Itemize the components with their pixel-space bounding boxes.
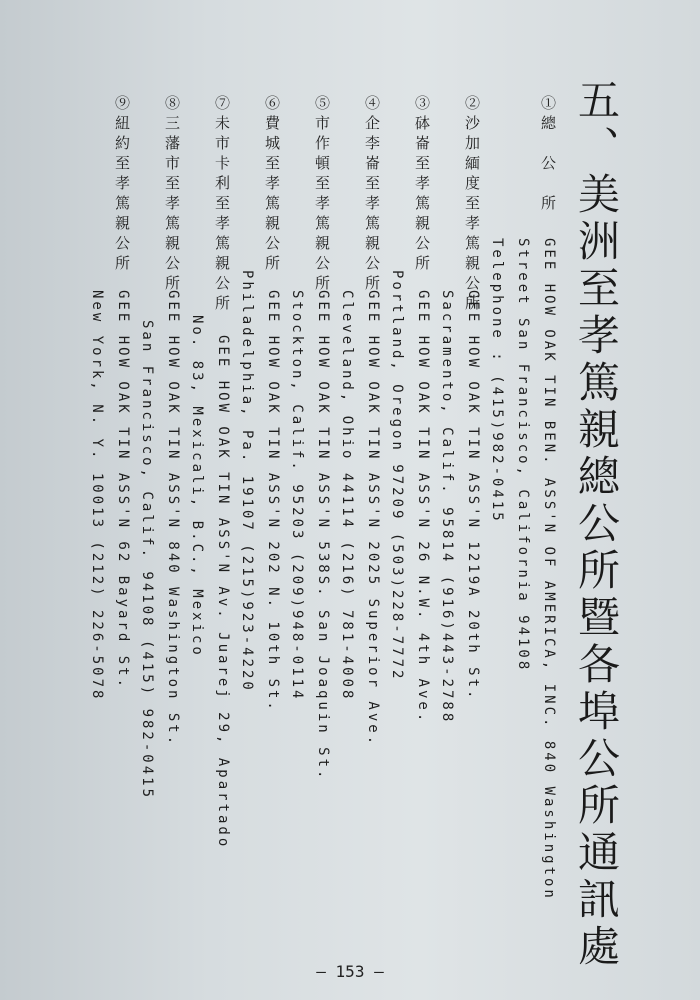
page-title: 五、美洲至孝篤親總公所暨各埠公所通訊處 [572, 78, 621, 971]
entry-label-1: ①總 公 所 [539, 95, 557, 215]
entry-label-8: ⑧三藩市至孝篤親公所 [163, 95, 181, 295]
entry-address-line-8-1: GEE HOW OAK TIN ASS'N 840 Washington St. [165, 290, 181, 748]
entry-label-7: ⑦未市卡利至孝篤親公所 [213, 95, 231, 315]
entry-address-line-7-2: No. 83, Mexicali, B.C., Mexico [189, 315, 205, 658]
entry-label-4: ④企李崙至孝篤親公所 [363, 95, 381, 295]
entry-address-line-6-2: Philadelphia, Pa. 19107 (215)923-4220 [239, 270, 255, 693]
entry-address-line-8-2: San Francisco, Calif. 94108 (415) 982-0415 [139, 320, 155, 801]
entry-label-9: ⑨紐約至孝篤親公所 [113, 95, 131, 275]
entry-address-line-7-1: GEE HOW OAK TIN ASS'N Av. Juarej 29, Apartado [215, 335, 231, 850]
entry-address-line-1-1: GEE HOW OAK TIN BEN. ASS'N OF AMERICA, INC. 840 Washington [541, 238, 557, 901]
entry-address-line-5-1: GEE HOW OAK TIN ASS'N 538S. San Joaquin St. [315, 290, 331, 782]
entry-address-line-4-1: GEE HOW OAK TIN ASS'N 2025 Superior Ave. [365, 290, 381, 748]
entry-address-line-1-3: Telephone : (415)982-0415 [489, 238, 505, 524]
entry-address-line-9-2: New York, N. Y. 10013 (212) 226-5078 [89, 290, 105, 702]
entry-address-line-3-2: Portland, Oregon 97209 (503)228-7772 [389, 270, 405, 682]
entry-address-line-2-1: GEE HOW OAK TIN ASS'N 1219A 20th St. [465, 290, 481, 702]
entry-label-6: ⑥費城至孝篤親公所 [263, 95, 281, 275]
entry-address-line-2-2: Sacramento, Calif. 95814 (916)443-2788 [439, 290, 455, 725]
entry-address-line-9-1: GEE HOW OAK TIN ASS'N 62 Bayard St. [115, 290, 131, 691]
entry-label-2: ②沙加緬度至孝篤親公所 [463, 95, 481, 315]
entry-address-line-3-1: GEE HOW OAK TIN ASS'N 26 N.W. 4th Ave. [415, 290, 431, 725]
page-number: — 153 — [316, 962, 384, 981]
entry-label-5: ⑤市作頓至孝篤親公所 [313, 95, 331, 295]
entry-address-line-1-2: Street San Francisco, California 94108 [515, 238, 531, 673]
entry-address-line-6-1: GEE HOW OAK TIN ASS'N 202 N. 10th St. [265, 290, 281, 713]
entry-address-line-4-2: Cleveland, Ohio 44114 (216) 781-4008 [339, 290, 355, 702]
entry-address-line-5-2: Stockton, Calif. 95203 (209)948-0114 [289, 290, 305, 702]
entry-label-3: ③砵崙至孝篤親公所 [413, 95, 431, 275]
